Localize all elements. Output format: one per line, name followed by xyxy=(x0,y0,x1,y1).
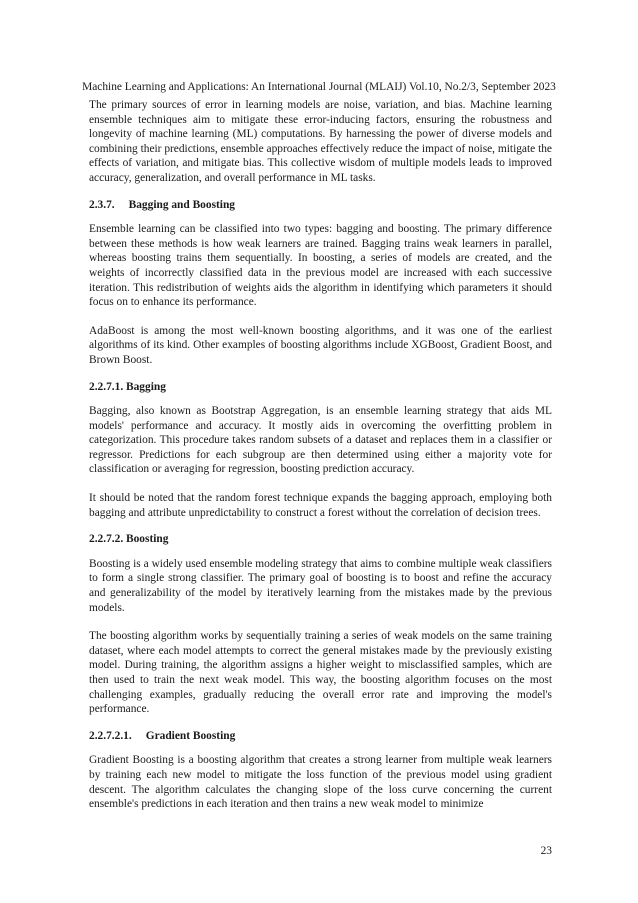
section-heading-bagging-and-boosting xyxy=(89,198,552,213)
page-body xyxy=(89,98,552,812)
section-number: 2.3.7. xyxy=(89,198,115,211)
section-number: 2.2.7.2.1. xyxy=(89,729,132,742)
paragraph-ensemble-types: Ensemble learning can be classified into two types: bagging and boosting. The primary difference between these methods is how weak learners are trained. Bagging trains weak learners in parallel, whereas boosting trains them sequentially. In boosting, a series of models are created, and the weights of incorrectly classified data in the previous model are increased with each successive iteration. This redistribution of weights aids the algorithm in identifying which parameters it should focus on to enhance its performance. xyxy=(89,223,552,309)
paragraph-random-forest: It should be noted that the random forest technique expands the bagging approach, employing both bagging and attribute unpredictability to construct a forest without the correlation of decision trees. xyxy=(89,492,552,519)
section-title: Bagging and Boosting xyxy=(128,198,235,211)
paragraph-adaboost: AdaBoost is among the most well-known boosting algorithms, and it was one of the earliest algorithms of its kind. Other examples of boosting algorithms include XGBoost, Gradient Boost, and Brown Boost. xyxy=(89,324,552,366)
section-title: Gradient Boosting xyxy=(145,729,236,742)
running-header: Machine Learning and Applications: An International Journal (MLAIJ) Vol.10, No.2/3, September 2023 xyxy=(82,81,556,93)
paragraph-error-sources: The primary sources of error in learning models are noise, variation, and bias. Machine learning ensemble techniques aim to mitigate these error-inducing factors, ensuring the robustness and longevity of machine learning (ML) computations. By harnessing the power of diverse models and combining their predictions, ensemble approaches effectively reduce the impact of noise, mitigate the effects of variation, and mitigate bias. This collective wisdom of multiple models leads to improved accuracy, generalization, and overall performance in ML tasks. xyxy=(89,99,552,184)
section-heading-boosting: 2.2.7.2. Boosting xyxy=(89,533,169,546)
section-heading-gradient-boosting xyxy=(89,729,552,744)
paragraph-boosting-algorithm: The boosting algorithm works by sequentially training a series of weak models on the same training dataset, where each model attempts to correct the general mistakes made by the previously existing model. During training, the algorithm assigns a higher weight to misclassified samples, which are then used to train the next weak model. This way, the boosting algorithm focuses on the most challenging examples, gradually reducing the overall error rate and improving the model's performance. xyxy=(89,630,552,716)
page-number: 23 xyxy=(540,845,552,857)
paragraph-boosting-definition: Boosting is a widely used ensemble modeling strategy that aims to combine multiple weak classifiers to form a single strong classifier. The primary goal of boosting is to boost and refine the accuracy and generalizability of the model by iteratively learning from the mistakes made by the previous models. xyxy=(89,557,552,614)
section-heading-bagging: 2.2.7.1. Bagging xyxy=(89,380,166,393)
paragraph-bagging-definition: Bagging, also known as Bootstrap Aggregation, is an ensemble learning strategy that aids ML models' performance and accuracy. It mostly aids in overcoming the overfitting problem in categorization. This procedure takes random subsets of a dataset and replaces them in a classifier or regressor. Predictions for each subgroup are then determined using either a majority vote for classification or averaging for regression, boosting prediction accuracy. xyxy=(89,405,552,476)
paragraph-gradient-boosting: Gradient Boosting is a boosting algorithm that creates a strong learner from multiple weak learners by training each new model to mitigate the loss function of the previous model using gradient descent. The algorithm calculates the changing slope of the loss curve concerning the current ensemble's predictions in each iteration and then trains a new weak model to minimize xyxy=(89,754,552,811)
